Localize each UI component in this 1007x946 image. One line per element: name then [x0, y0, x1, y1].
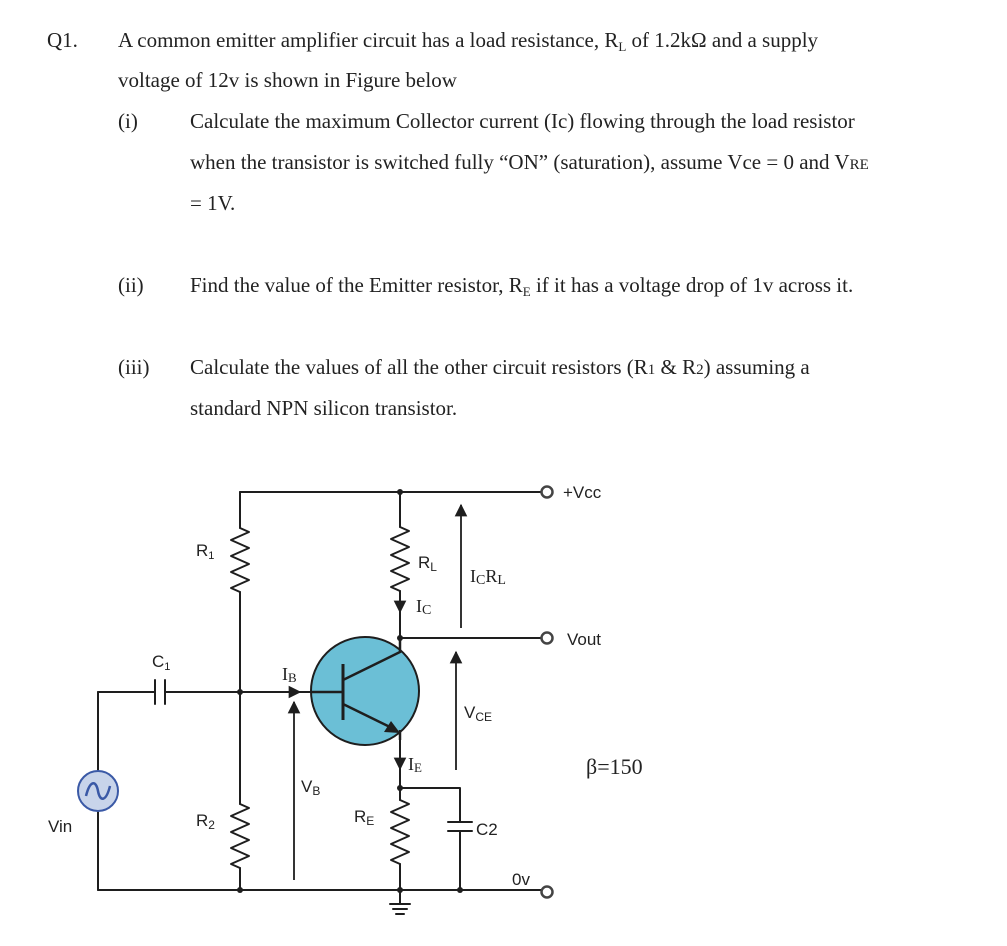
intro-sub-l: L [618, 39, 627, 54]
ie-label-main: I [408, 754, 414, 774]
r1-resistor [231, 528, 249, 592]
c1-label-main: C [152, 652, 165, 671]
node-vcc [397, 489, 403, 495]
c1-capacitor [155, 680, 165, 704]
ic-label-main: I [416, 596, 422, 616]
part-iii-text-a: Calculate the values of all the other circuit resistors (R [190, 355, 648, 379]
intro-line-2: voltage of 12v is shown in Figure below [118, 68, 457, 92]
node-emitter [397, 785, 403, 791]
ib-label [282, 664, 297, 685]
re-resistor [391, 800, 409, 864]
part-iii-text-b: & R [655, 355, 697, 379]
icrl-label-c: R [485, 566, 498, 586]
vcc-label: +Vcc [563, 483, 602, 502]
part-iii-line-2: standard NPN silicon transistor. [190, 396, 458, 420]
node-ground-c2 [457, 887, 463, 893]
rl-label [418, 553, 437, 574]
ie-label-sub: E [414, 760, 422, 775]
part-ii-text-b: if it has a voltage drop of 1v across it. [530, 273, 854, 297]
part-iii-text-c: ) assuming a [703, 355, 810, 379]
r2-label-sub: 2 [208, 818, 215, 832]
r1-label-sub: 1 [208, 550, 215, 562]
vce-label [464, 703, 492, 724]
re-label [354, 807, 374, 828]
part-iii-sc-1: 1 [647, 362, 656, 378]
ic-label-sub: C [422, 603, 432, 618]
ground-symbol [390, 904, 410, 914]
c2-label: C2 [476, 820, 498, 839]
r1-label-main: R [196, 541, 209, 560]
icrl-label-a: I [470, 566, 476, 586]
node-ground-left [237, 887, 243, 893]
part-i-line-2-text: when the transistor is switched fully “ON” (saturation), assume Vce = 0 and V [190, 150, 850, 174]
question-number: Q1. [47, 28, 78, 52]
re-label-main: R [354, 807, 367, 826]
r1-label [196, 541, 214, 562]
part-ii-text-a: Find the value of the Emitter resistor, R [190, 273, 523, 297]
ac-source [78, 771, 118, 811]
icrl-label [470, 566, 506, 588]
r2-resistor [231, 804, 249, 868]
c2-capacitor [448, 822, 472, 831]
ie-label [408, 754, 422, 775]
vb-label [301, 777, 320, 798]
part-i-label: (i) [118, 109, 138, 133]
intro-text-b: of 1.2kΩ and a supply [626, 28, 819, 52]
ib-label-main: I [282, 664, 288, 684]
vcc-terminal [542, 487, 553, 498]
ib-label-sub: B [288, 670, 297, 685]
zero-v-terminal [542, 887, 553, 898]
c1-label-sub: 1 [164, 661, 171, 673]
node-ground [397, 887, 403, 893]
rl-resistor [391, 527, 409, 591]
part-i-line-3: = 1V. [190, 191, 236, 215]
vb-label-main: V [301, 777, 313, 796]
vin-label: Vin [48, 817, 73, 836]
icrl-label-b: C [476, 573, 486, 588]
terminals [542, 487, 553, 898]
r2-label-main: R [196, 811, 209, 830]
c1-label [152, 652, 170, 673]
npn-transistor [311, 637, 419, 745]
vout-terminal [542, 633, 553, 644]
icrl-label-d: L [497, 573, 506, 588]
vce-label-main: V [464, 703, 476, 722]
rl-label-sub: L [430, 560, 437, 574]
vb-label-sub: B [312, 784, 321, 798]
part-i-line-1: Calculate the maximum Collector current (Ic) flowing through the load resistor [190, 109, 855, 133]
ic-label [416, 596, 431, 618]
part-iii-label: (iii) [118, 355, 150, 379]
r2-label [196, 811, 215, 832]
vout-label: Vout [567, 630, 602, 649]
intro-text-a: A common emitter amplifier circuit has a load resistance, R [118, 28, 619, 52]
re-label-sub: E [366, 814, 375, 828]
vce-label-sub: CE [475, 710, 493, 724]
part-ii-sub-e: E [522, 284, 531, 299]
rl-label-main: R [418, 553, 431, 572]
zero-v-label: 0v [512, 870, 530, 889]
beta-label: β=150 [586, 754, 643, 779]
node-base [237, 689, 243, 695]
part-ii-label: (ii) [118, 273, 144, 297]
part-i-line-2-re: RE [849, 157, 869, 173]
part-iii-sc-2: 2 [696, 362, 704, 378]
